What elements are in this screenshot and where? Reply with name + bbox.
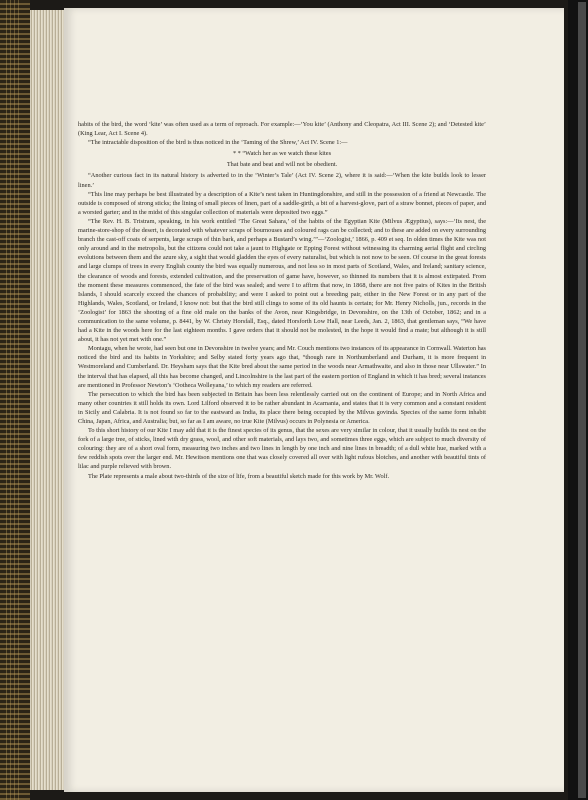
paragraph: To this short history of our Kite I may add that it is the finest species of its genus, that the sexes are very similar in colour, that it usually builds its nest on the fork of a large tree, of sticks, lined with dry grass, wool, and other soft materials, and lays two, and sometimes three eggs, which are subject to much diversity of colouring: they are of a short oval form, measuring two inches and two lines in length by one inch and nine lines in breadth; of a dull white hue, marked with a few reddish spots over the larger end. Mr. Hewitson mentions one that was closely covered all over with light rufous blotches, and another with beautiful tints of lilac and purple relieved with brown. bbox=[78, 427, 486, 471]
scrollbar[interactable] bbox=[568, 0, 588, 800]
paragraph: The persecution to which the bird has been subjected in Britain has been less relentlessly carried out on the continent of Europe; and in North Africa and many other countries it still holds its own. Lord Lilford observed it to be rather abundant in Acarnania, and states that it is very common and a constant resident in Sicily and Calabria. It is not found so far to the eastward as India, its place there being occupied by the Milvus govinda. Species of the same form inhabit China, Japan, Africa, and Australia; but, so far as I am aware, no true Kite (Milvus) occurs in Polynesia or America. bbox=[78, 390, 486, 425]
paragraph: “The intractable disposition of the bird is thus noticed in the ‘Taming of the Shrew,’ Act IV. Scene 1:— bbox=[88, 139, 348, 147]
verse-line: That bate and beat and will not be obedient. bbox=[226, 161, 338, 169]
paragraph: “The Rev. H. B. Tristram, speaking, in his work entitled ‘The Great Sahara,’ of the habits of the Egyptian Kite (Milvus Ægyptius), says:—‘Its nest, the marine-store-shop of the desert, is decorated with whatever scraps of bournouses and coloured rags can be collected; and to these are added on every surrounding branch the cast-off coats of serpents, large scraps of thin bark, and perhaps a Bustard’s wing.’”—‘Zoologist,’ 1866, p. 409 et seq. In olden times the Kite was not only around and in the metropolis, but the citizens could not take a jaunt to Highgate or Epping Forest without witnessing its charming aerial flight and circling evolutions between them and the azure sky, a sight that would gladden the eyes of every naturalist, but which is not now to be seen. Of course in the great forests and large clumps of trees in every English county the bird was equally numerous, and not less so in most parts of Scotland, Wales, and Ireland; sanitary science, the clearance of woods and forests, extended cultivation, and the preservation of game have, however, so thinned its numbers that it is almost extirpated. From the moment these measures commenced, the fate of the bird was sealed; and were I to affirm that now, in 1868, there are not five pairs of Kites in the British Islands, I should scarcely exceed the chances of probability; and were I asked to point out a breeding pair, either in the New Forest or in any part of the Highlands, Wales, Scotland, or Ireland, I know not: but that the bird still clings to some of its old haunts is certain; for Mr. Henry Nicholls, jun., records in the ‘Zoologist’ for 1863 the shooting of a fine old male on the banks of the Avon, near Kingsbridge, in Devonshire, on the 13th of October, 1862; and in a communication to the same volume, p. 8441, by W. Christy Horsfall, Esq., dated Horsforth Low Hall, near Leeds, Jan. 2, 1863, that gentleman says, “We have had a Kite in the woods here for the last eighteen months. I gave orders that it should not be molested, in the hope it would find a mate; but although it is still about, it has not yet met with one.” bbox=[78, 217, 486, 344]
paragraph: habits of the bird, the word ‘kite’ was often used as a term of reproach. For example:—‘You kite’ (Anthony and Cleopatra, Act III. Scene 2); and ‘Detested kite’ (King Lear, Act I. Scene 4). bbox=[78, 121, 486, 138]
marbled-binding-edge bbox=[0, 0, 30, 800]
page-text bbox=[78, 120, 486, 481]
paragraph: “This line may perhaps be best illustrated by a description of a Kite’s nest taken in Huntingdonshire, and still in the possession of a friend at Newcastle. The outside is composed of strong sticks; the lining of small pieces of linen, part of a saddle-girth, a bit of a harvest-glove, part of a straw bonnet, pieces of paper, and a worsted garter; and in the midst of this singular collection of materials were deposited two eggs.” bbox=[78, 190, 486, 216]
verse-line: * * “Watch her as we watch these kites bbox=[232, 150, 332, 158]
paragraph: The Plate represents a male about two-thirds of the size of life, from a beautiful sketch made for this work by Mr. Wolf. bbox=[88, 472, 390, 480]
paragraph: “Another curious fact in its natural history is adverted to in the ‘Winter’s Tale’ (Act IV. Scene 2), where it is said:—‘When the kite builds look to lesser linen.’ bbox=[78, 172, 486, 189]
paragraph: Montagu, when he wrote, had seen but one in Devonshire in twelve years; and Mr. Couch mentions two instances of its appearance in Cornwall. Waterton has noticed the bird and its habits in Yorkshire; and Selby stated forty years ago that, “though rare in Northumberland and Durham, it is more frequent in Westmoreland and Cumberland. Dr. Heysham says that the Kite bred about the same period in the woods near Armathwaite, and also in those near Ullswater.” In the interval that has elapsed, all this has become changed, and Lincolnshire is the last part of the eastern portion of England in which it has bred; several instances are mentioned in Professor Newton’s ‘Ootheca Wolleyana,’ to which my readers are referred. bbox=[78, 345, 486, 389]
scrollbar-thumb[interactable] bbox=[578, 2, 586, 798]
